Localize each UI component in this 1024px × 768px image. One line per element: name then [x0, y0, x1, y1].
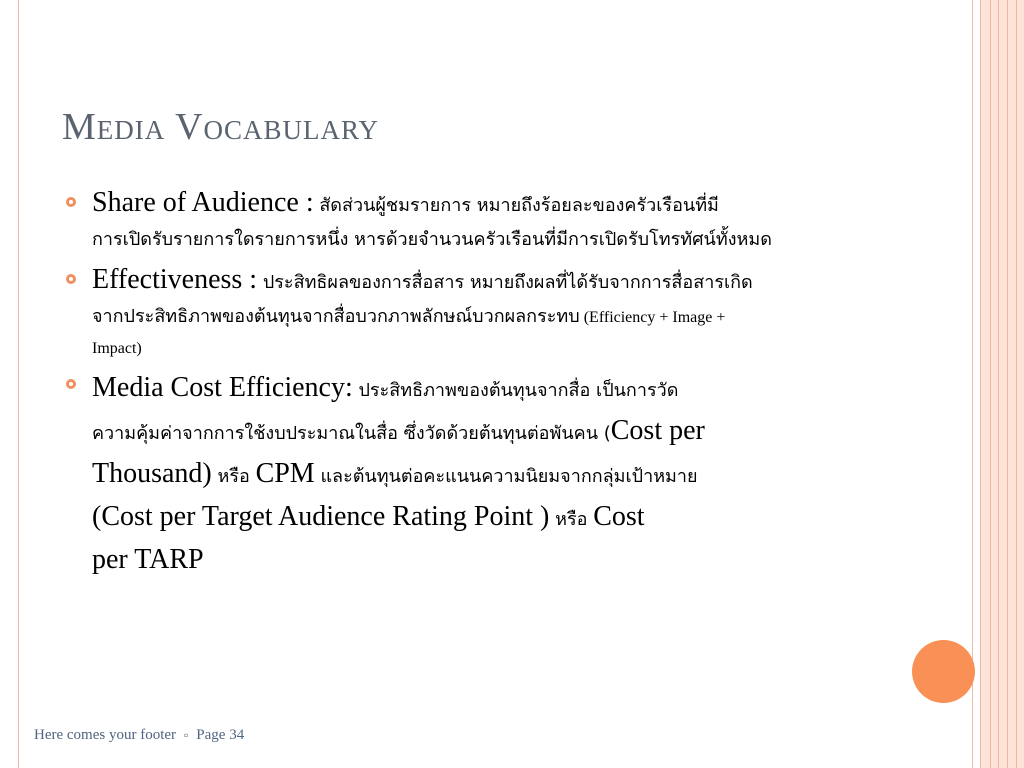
english-text: Cost — [593, 501, 645, 532]
english-text: Thousand) — [92, 458, 212, 489]
definition-text: การเปิดรับรายการใดรายการหนึ่ง หารด้วยจำนวนครัวเรือนที่มีการเปิดรับโทรทัศน์ทั้งหมด — [92, 229, 772, 250]
english-text: Cost per — [610, 415, 705, 446]
bullet-share-of-audience — [62, 186, 882, 257]
definition-text: สัดส่วนผู้ชมรายการ หมายถึงร้อยละของครัวเรือนที่มี — [313, 195, 719, 216]
term-share-of-audience: Share of Audience : — [92, 187, 314, 218]
decorative-circle-icon — [912, 640, 975, 703]
slide-footer — [34, 727, 244, 744]
english-note: Impact) — [92, 340, 142, 357]
footer-separator-icon: ▫ — [184, 728, 189, 742]
definition-text: ความคุ้มค่าจากการใช้งบประมาณในสื่อ ซึ่งวัดด้วยต้นทุนต่อพันคน ( — [92, 423, 611, 444]
footer-text: Here comes your footer — [34, 727, 177, 743]
english-text: per TARP — [92, 544, 204, 575]
slide-title: Media Vocabulary — [62, 106, 380, 148]
bullet-media-cost-efficiency — [62, 368, 882, 583]
definition-text: หรือ — [211, 466, 256, 487]
term-effectiveness: Effectiveness : — [92, 264, 258, 295]
definition-text: ประสิทธิผลของการสื่อสาร หมายถึงผลที่ได้รับจากการสื่อสารเกิด — [257, 272, 753, 293]
english-text: (Cost per Target Audience Rating Point ) — [92, 501, 550, 532]
english-text: CPM — [255, 458, 315, 489]
definition-text: และต้นทุนต่อคะแนนความนิยมจากกลุ่มเป้าหมาย — [314, 466, 698, 487]
definition-text: จากประสิทธิภาพของต้นทุนจากสื่อบวกภาพลักษณ์บวกผลกระทบ — [92, 306, 580, 327]
bullet-marker-icon — [66, 379, 76, 389]
definition-text: หรือ — [549, 509, 594, 530]
page-number: Page 34 — [196, 727, 245, 743]
bullet-marker-icon — [66, 274, 76, 284]
slide-content — [62, 186, 882, 589]
english-note: (Efficiency + Image + — [579, 309, 726, 326]
bullet-marker-icon — [66, 197, 76, 207]
bullet-effectiveness — [62, 263, 882, 362]
definition-text: ประสิทธิภาพของต้นทุนจากสื่อ เป็นการวัด — [352, 380, 679, 401]
decorative-stripes — [974, 0, 1024, 768]
term-media-cost-efficiency: Media Cost Efficiency: — [92, 372, 353, 403]
